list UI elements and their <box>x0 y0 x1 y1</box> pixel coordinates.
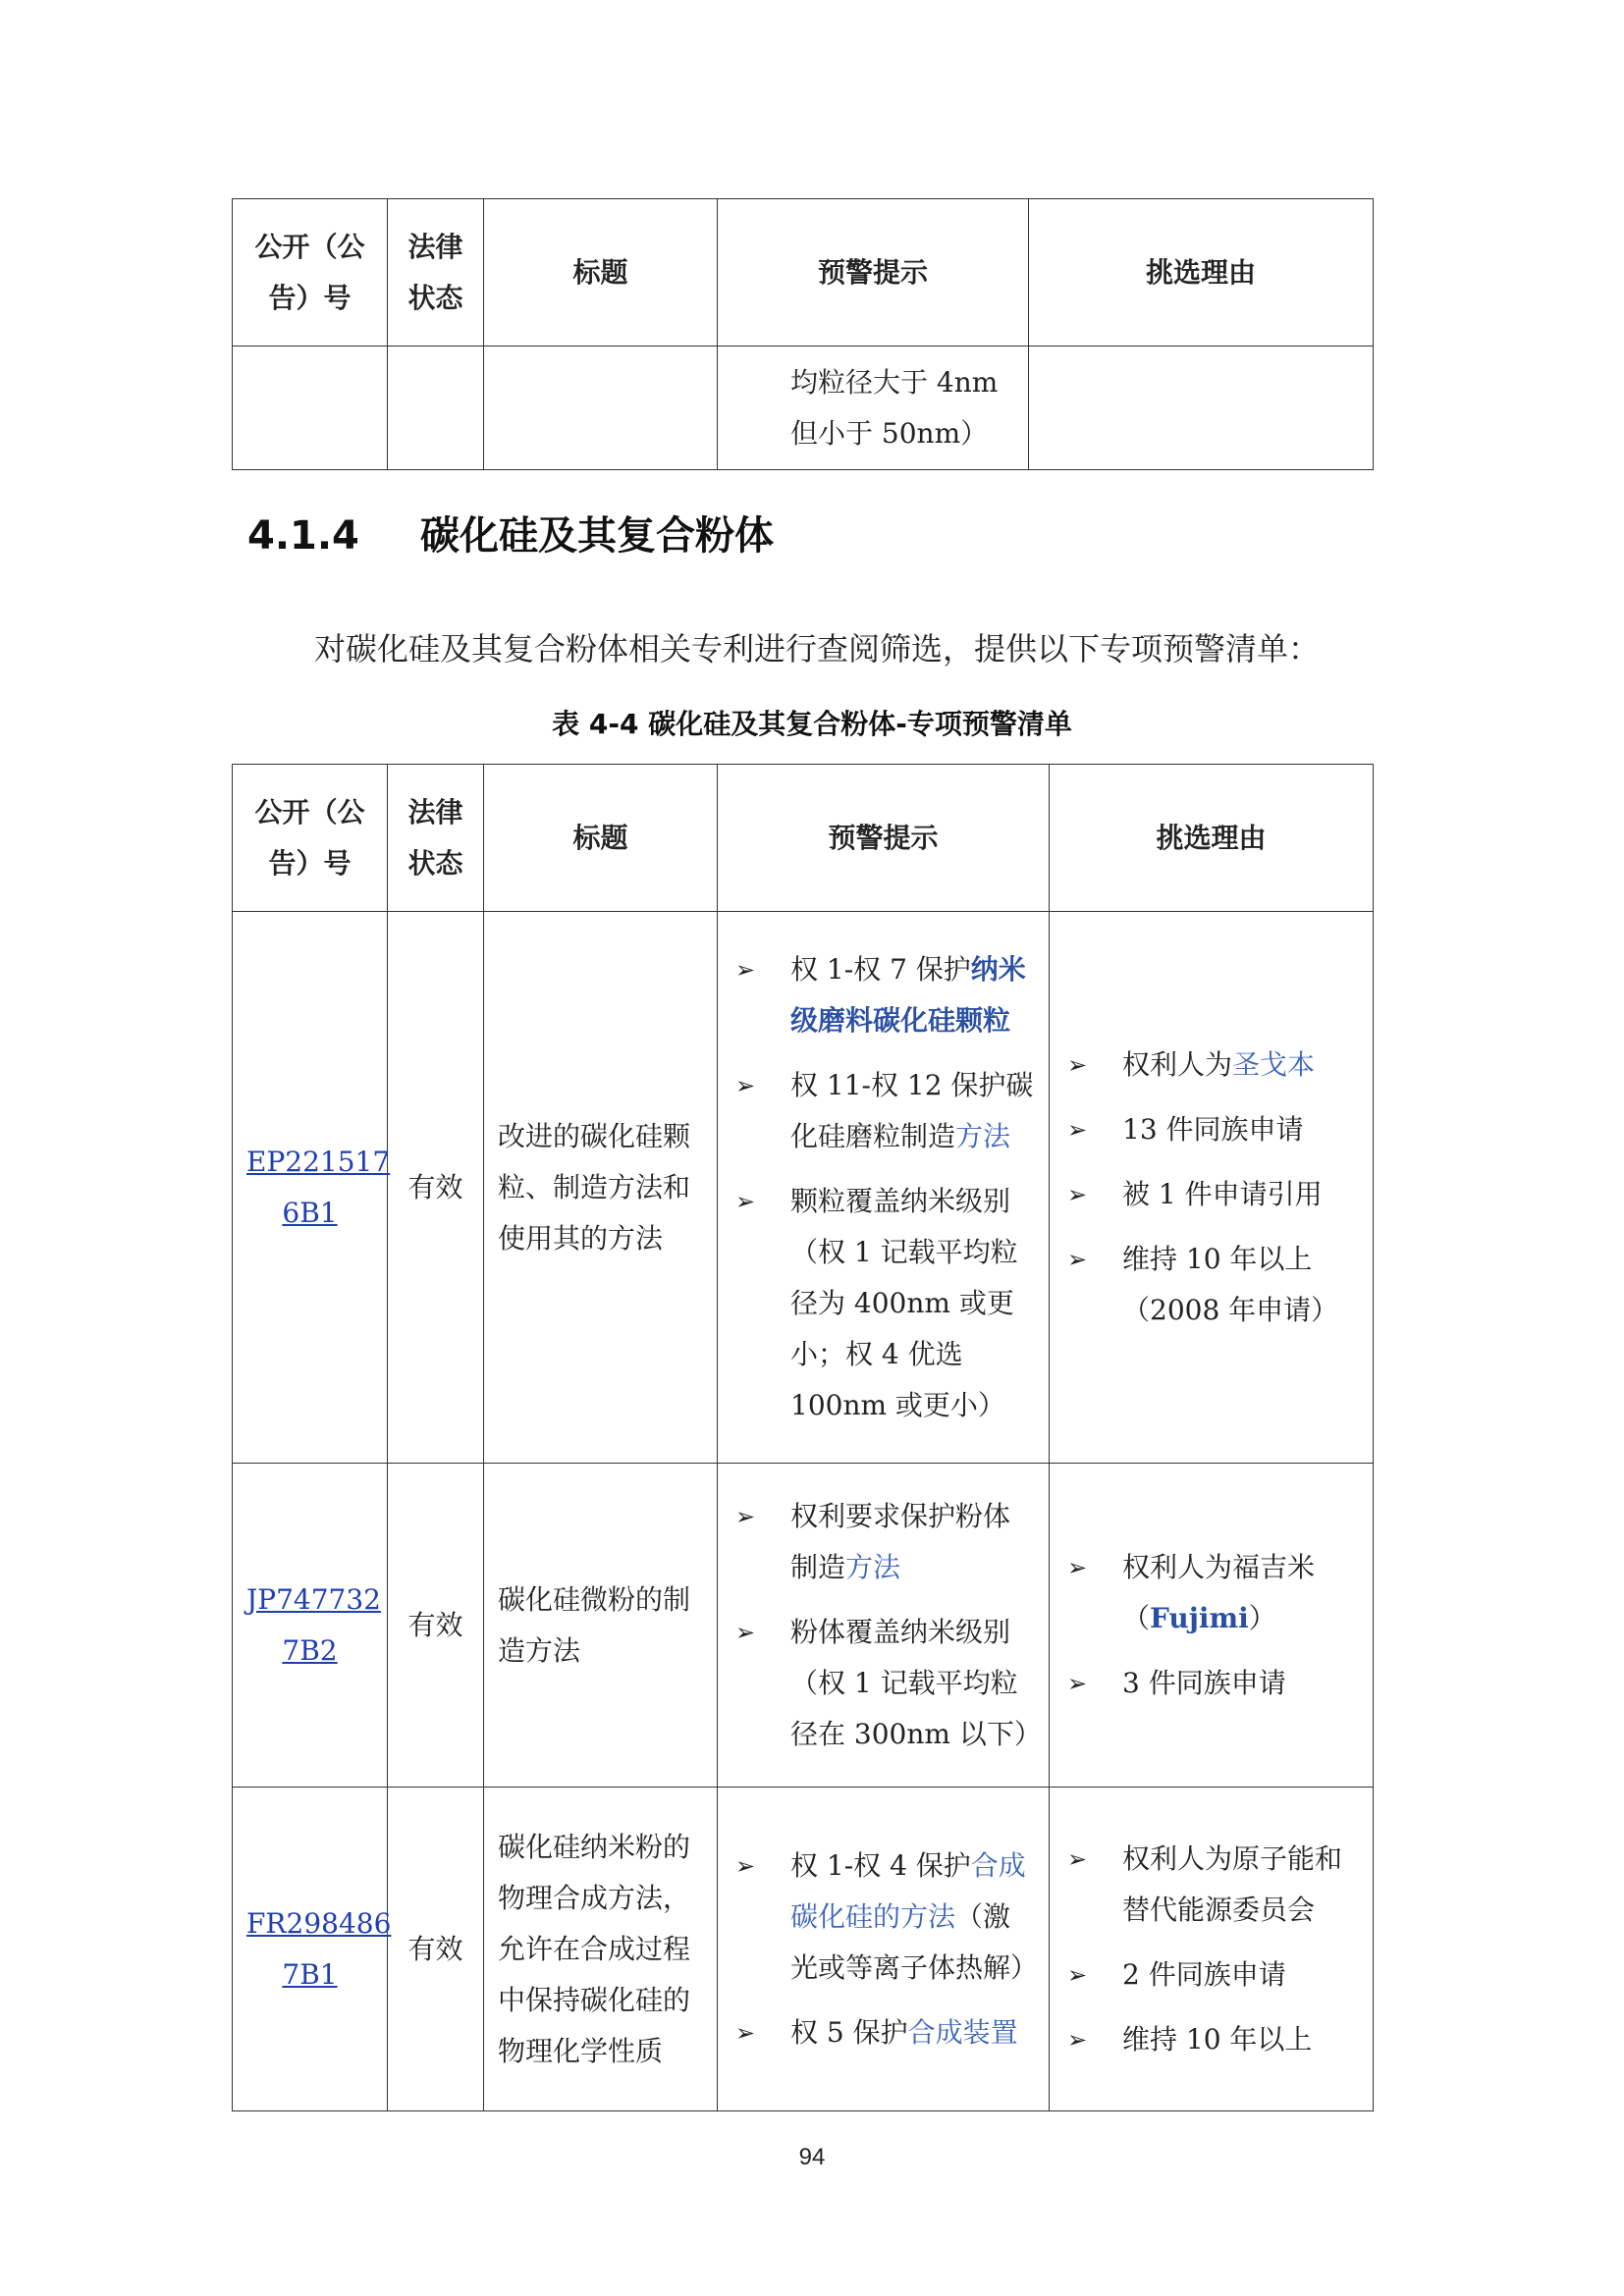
title-cell: 改进的碳化硅颗粒、制造方法和使用其的方法 <box>484 912 718 1464</box>
warning-item: ➢ 粉体覆盖纳米级别（权 1 记载平均粒径在 300nm 以下） <box>731 1607 1035 1760</box>
cell-empty <box>233 347 388 470</box>
pub-no-part: EP221517 <box>246 1145 391 1178</box>
bullet-arrow-icon: ➢ <box>735 2018 756 2047</box>
highlight-text: 圣戈本 <box>1232 1047 1316 1081</box>
cell-warning <box>718 347 1029 470</box>
title-cell: 碳化硅纳米粉的物理合成方法，允许在合成过程中保持碳化硅的物理化学性质 <box>484 1788 718 2111</box>
table-row <box>233 912 1374 1464</box>
pub-no-part: 6B1 <box>282 1196 338 1229</box>
warning-item: ➢ 权 1-权 7 保护纳米级磨料碳化硅颗粒 <box>731 944 1035 1046</box>
bullet-arrow-icon: ➢ <box>1067 1050 1088 1079</box>
reason-item: ➢ 13 件同族申请 <box>1063 1104 1359 1155</box>
header-reason: 挑选理由 <box>1029 199 1374 347</box>
bullet-arrow-icon: ➢ <box>735 1502 756 1530</box>
cell-empty <box>388 347 484 470</box>
intro-paragraph: 对碳化硅及其复合粉体相关专利进行查阅筛选，提供以下专项预警清单： <box>314 630 1321 667</box>
reason-item: ➢ 维持 10 年以上 <box>1063 2014 1359 2065</box>
warning-item: ➢ 颗粒覆盖纳米级别（权 1 记载平均粒径为 400nm 或更小；权 4 优选 100nm 或更小） <box>731 1176 1035 1431</box>
warning-item: ➢ 权 1-权 4 保护合成碳化硅的方法（激光或等离子体热解） <box>731 1841 1035 1994</box>
bullet-arrow-icon: ➢ <box>1067 1960 1088 1989</box>
pub-no-part: JP747732 <box>246 1582 381 1616</box>
warning-cell <box>718 912 1050 1464</box>
bullet-arrow-icon: ➢ <box>1067 1245 1088 1273</box>
header-pub-no: 公开（公告）号 <box>233 199 388 347</box>
patent-link[interactable] <box>246 1583 381 1667</box>
table-row <box>233 1788 1374 2111</box>
bullet-arrow-icon: ➢ <box>1067 1669 1088 1697</box>
header-legal-status: 法律状态 <box>388 765 484 912</box>
reason-item: ➢ 维持 10 年以上（2008 年申请） <box>1063 1234 1359 1336</box>
bullet-arrow-icon: ➢ <box>735 1187 756 1215</box>
bullet-arrow-icon: ➢ <box>1067 1115 1088 1144</box>
continued-table <box>232 198 1374 470</box>
reason-item: ➢ 权利人为福吉米（Fujimi） <box>1063 1542 1359 1644</box>
title-cell: 碳化硅微粉的制造方法 <box>484 1464 718 1788</box>
header-reason: 挑选理由 <box>1050 765 1374 912</box>
bullet-arrow-icon: ➢ <box>735 955 756 984</box>
highlight-text: Fujimi <box>1150 1601 1249 1634</box>
warning-cell <box>718 1464 1050 1788</box>
bullet-arrow-icon: ➢ <box>735 1071 756 1099</box>
pub-no-part: FR298486 <box>246 1906 392 1940</box>
header-pub-no: 公开（公告）号 <box>233 765 388 912</box>
patent-link[interactable] <box>246 1907 391 1991</box>
bullet-arrow-icon: ➢ <box>735 1618 756 1646</box>
header-title: 标题 <box>484 765 718 912</box>
reason-item: ➢ 3 件同族申请 <box>1063 1658 1359 1709</box>
patent-link[interactable] <box>246 1146 390 1229</box>
cell-empty <box>484 347 718 470</box>
header-warning: 预警提示 <box>718 765 1050 912</box>
highlight-text: 合成装置 <box>907 2015 1018 2049</box>
pub-no-part: 7B2 <box>282 1633 338 1667</box>
reason-item: ➢ 权利人为圣戈本 <box>1063 1040 1359 1091</box>
header-legal-status: 法律状态 <box>388 199 484 347</box>
warning-line: 但小于 50nm） <box>790 416 989 450</box>
status-cell: 有效 <box>388 1788 484 2111</box>
bullet-arrow-icon: ➢ <box>1067 1844 1088 1873</box>
warning-cell <box>718 1788 1050 2111</box>
warning-item: ➢ 权 11-权 12 保护碳化硅磨粒制造方法 <box>731 1060 1035 1162</box>
reason-cell <box>1050 1788 1374 2111</box>
header-title: 标题 <box>484 199 718 347</box>
bullet-arrow-icon: ➢ <box>1067 1180 1088 1208</box>
pub-no-cell <box>233 1788 392 2111</box>
pub-no-part: 7B1 <box>282 1957 338 1991</box>
reason-cell <box>1050 912 1374 1464</box>
highlight-text: 方法 <box>845 1550 901 1583</box>
page-number: 94 <box>798 2144 826 2170</box>
section-heading <box>247 505 774 561</box>
bullet-arrow-icon: ➢ <box>735 1851 756 1880</box>
table-row <box>233 1464 1374 1788</box>
bullet-arrow-icon: ➢ <box>1067 1553 1088 1581</box>
bullet-arrow-icon: ➢ <box>1067 2025 1088 2054</box>
status-cell: 有效 <box>388 1464 484 1788</box>
highlight-text: 方法 <box>955 1119 1011 1152</box>
warning-item: ➢ 权利要求保护粉体制造方法 <box>731 1491 1035 1593</box>
reason-cell <box>1050 1464 1374 1788</box>
warning-item: ➢ 权 5 保护合成装置 <box>731 2007 1035 2058</box>
highlight-text: 纳米级磨料碳化硅颗粒 <box>790 952 1026 1037</box>
warning-line: 均粒径大于 4nm <box>790 365 999 399</box>
reason-item: ➢ 2 件同族申请 <box>1063 1949 1359 2001</box>
reason-item: ➢ 权利人为原子能和替代能源委员会 <box>1063 1834 1359 1936</box>
pub-no-cell <box>233 912 391 1464</box>
warning-list-table <box>232 764 1374 2111</box>
header-warning: 预警提示 <box>718 199 1029 347</box>
cell-empty <box>1029 347 1374 470</box>
pub-no-cell <box>233 1464 388 1788</box>
highlight-text: 合成碳化硅的方法 <box>790 1848 1026 1933</box>
table-caption: 表 4-4 碳化硅及其复合粉体-专项预警清单 <box>552 708 1072 740</box>
section-number: 4.1.4 <box>247 513 359 559</box>
section-title: 碳化硅及其复合粉体 <box>420 513 774 559</box>
status-cell: 有效 <box>388 912 484 1464</box>
reason-item: ➢ 被 1 件申请引用 <box>1063 1169 1359 1220</box>
